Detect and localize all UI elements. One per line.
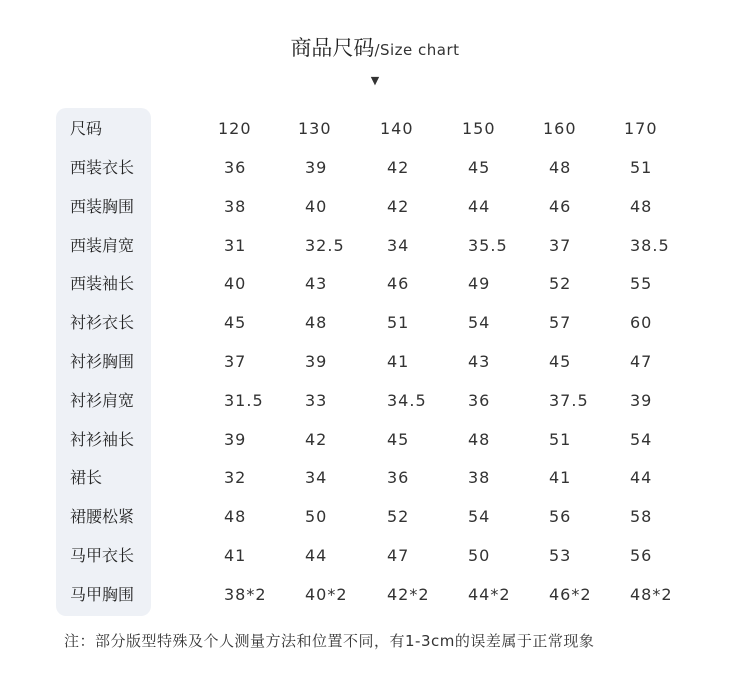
table-cell: 31 <box>224 235 247 255</box>
size-header: 150 <box>462 119 496 138</box>
table-row <box>0 188 750 226</box>
size-header: 130 <box>298 119 332 138</box>
table-cell: 48 <box>549 158 572 177</box>
table-cell: 41 <box>224 546 247 565</box>
down-arrow-icon: ▼ <box>370 74 380 87</box>
table-cell: 44 <box>305 546 328 565</box>
table-cell: 51 <box>549 429 572 449</box>
table-cell: 54 <box>468 507 491 527</box>
table-cell: 36 <box>224 158 247 177</box>
footnote: 注：部分版型特殊及个人测量方法和位置不同，有1-3cm的误差属于正常现象 <box>64 632 595 650</box>
table-row <box>0 421 750 459</box>
table-row <box>0 149 750 187</box>
table-cell: 40*2 <box>305 584 348 604</box>
table-cell: 48*2 <box>630 584 673 604</box>
size-header: 160 <box>543 119 577 138</box>
table-cell: 39 <box>305 352 328 371</box>
table-cell: 43 <box>305 274 328 294</box>
table-cell: 46*2 <box>549 584 592 604</box>
table-cell: 32 <box>224 468 247 488</box>
table-cell: 50 <box>305 507 328 527</box>
table-cell: 44*2 <box>468 584 511 604</box>
table-cell: 31.5 <box>224 390 264 410</box>
table-cell: 51 <box>387 313 410 333</box>
row-label: 衬衫袖长 <box>70 429 135 449</box>
table-cell: 48 <box>630 196 653 216</box>
table-row <box>0 265 750 303</box>
table-cell: 37 <box>549 235 572 255</box>
table-cell: 47 <box>387 546 410 565</box>
table-cell: 55 <box>630 274 653 294</box>
table-cell: 51 <box>630 158 653 177</box>
table-cell: 41 <box>387 352 410 371</box>
table-cell: 44 <box>468 196 491 216</box>
table-cell: 48 <box>468 429 491 449</box>
table-cell: 45 <box>387 429 410 449</box>
table-cell: 38*2 <box>224 584 267 604</box>
table-cell: 50 <box>468 546 491 565</box>
table-cell: 39 <box>305 158 328 177</box>
title-sub: /Size chart <box>374 41 460 59</box>
table-row <box>0 537 750 575</box>
table-header-row <box>0 110 750 148</box>
table-cell: 44 <box>630 468 653 488</box>
table-cell: 40 <box>224 274 247 294</box>
table-cell: 45 <box>549 352 572 371</box>
table-row <box>0 304 750 342</box>
row-label: 西装胸围 <box>70 196 135 216</box>
table-cell: 38 <box>468 468 491 488</box>
table-row <box>0 459 750 497</box>
header-label: 尺码 <box>70 119 103 138</box>
table-cell: 36 <box>468 390 491 410</box>
row-label: 衬衫胸围 <box>70 352 135 371</box>
row-label: 马甲衣长 <box>70 546 135 565</box>
table-cell: 48 <box>224 507 247 527</box>
table-cell: 37 <box>224 352 247 371</box>
table-cell: 43 <box>468 352 491 371</box>
table-cell: 40 <box>305 196 328 216</box>
table-cell: 58 <box>630 507 653 527</box>
table-cell: 49 <box>468 274 491 294</box>
table-cell: 34 <box>305 468 328 488</box>
table-cell: 38.5 <box>630 235 670 255</box>
table-cell: 57 <box>549 313 572 333</box>
table-row <box>0 576 750 614</box>
title-main: 商品尺码 <box>290 36 375 60</box>
table-cell: 38 <box>224 196 247 216</box>
table-cell: 36 <box>387 468 410 488</box>
table-cell: 42*2 <box>387 584 430 604</box>
table-cell: 46 <box>549 196 572 216</box>
row-label: 西装衣长 <box>70 158 135 177</box>
table-row <box>0 343 750 381</box>
table-cell: 53 <box>549 546 572 565</box>
table-cell: 42 <box>387 196 410 216</box>
size-header: 170 <box>624 119 658 138</box>
table-cell: 34 <box>387 235 410 255</box>
table-cell: 45 <box>224 313 247 333</box>
table-cell: 33 <box>305 390 328 410</box>
table-cell: 39 <box>630 390 653 410</box>
row-label: 马甲胸围 <box>70 584 135 604</box>
row-label: 西装袖长 <box>70 274 135 294</box>
table-cell: 37.5 <box>549 390 589 410</box>
table-cell: 41 <box>549 468 572 488</box>
table-row <box>0 382 750 420</box>
row-label: 裙腰松紧 <box>70 507 135 527</box>
table-cell: 45 <box>468 158 491 177</box>
page-title <box>0 32 750 62</box>
row-label: 西装肩宽 <box>70 235 135 255</box>
row-label: 衬衫衣长 <box>70 313 135 333</box>
row-label: 裙长 <box>70 468 103 488</box>
table-cell: 54 <box>630 429 653 449</box>
table-cell: 42 <box>305 429 328 449</box>
table-cell: 48 <box>305 313 328 333</box>
table-cell: 34.5 <box>387 390 427 410</box>
table-cell: 56 <box>630 546 653 565</box>
table-cell: 52 <box>387 507 410 527</box>
table-cell: 32.5 <box>305 235 345 255</box>
row-label: 衬衫肩宽 <box>70 390 135 410</box>
table-cell: 54 <box>468 313 491 333</box>
table-cell: 46 <box>387 274 410 294</box>
size-header: 140 <box>380 119 414 138</box>
table-cell: 42 <box>387 158 410 177</box>
table-row <box>0 227 750 265</box>
size-header: 120 <box>218 119 252 138</box>
table-cell: 35.5 <box>468 235 508 255</box>
table-cell: 60 <box>630 313 653 333</box>
table-cell: 47 <box>630 352 653 371</box>
table-row <box>0 498 750 536</box>
table-cell: 56 <box>549 507 572 527</box>
table-cell: 52 <box>549 274 572 294</box>
table-cell: 39 <box>224 429 247 449</box>
